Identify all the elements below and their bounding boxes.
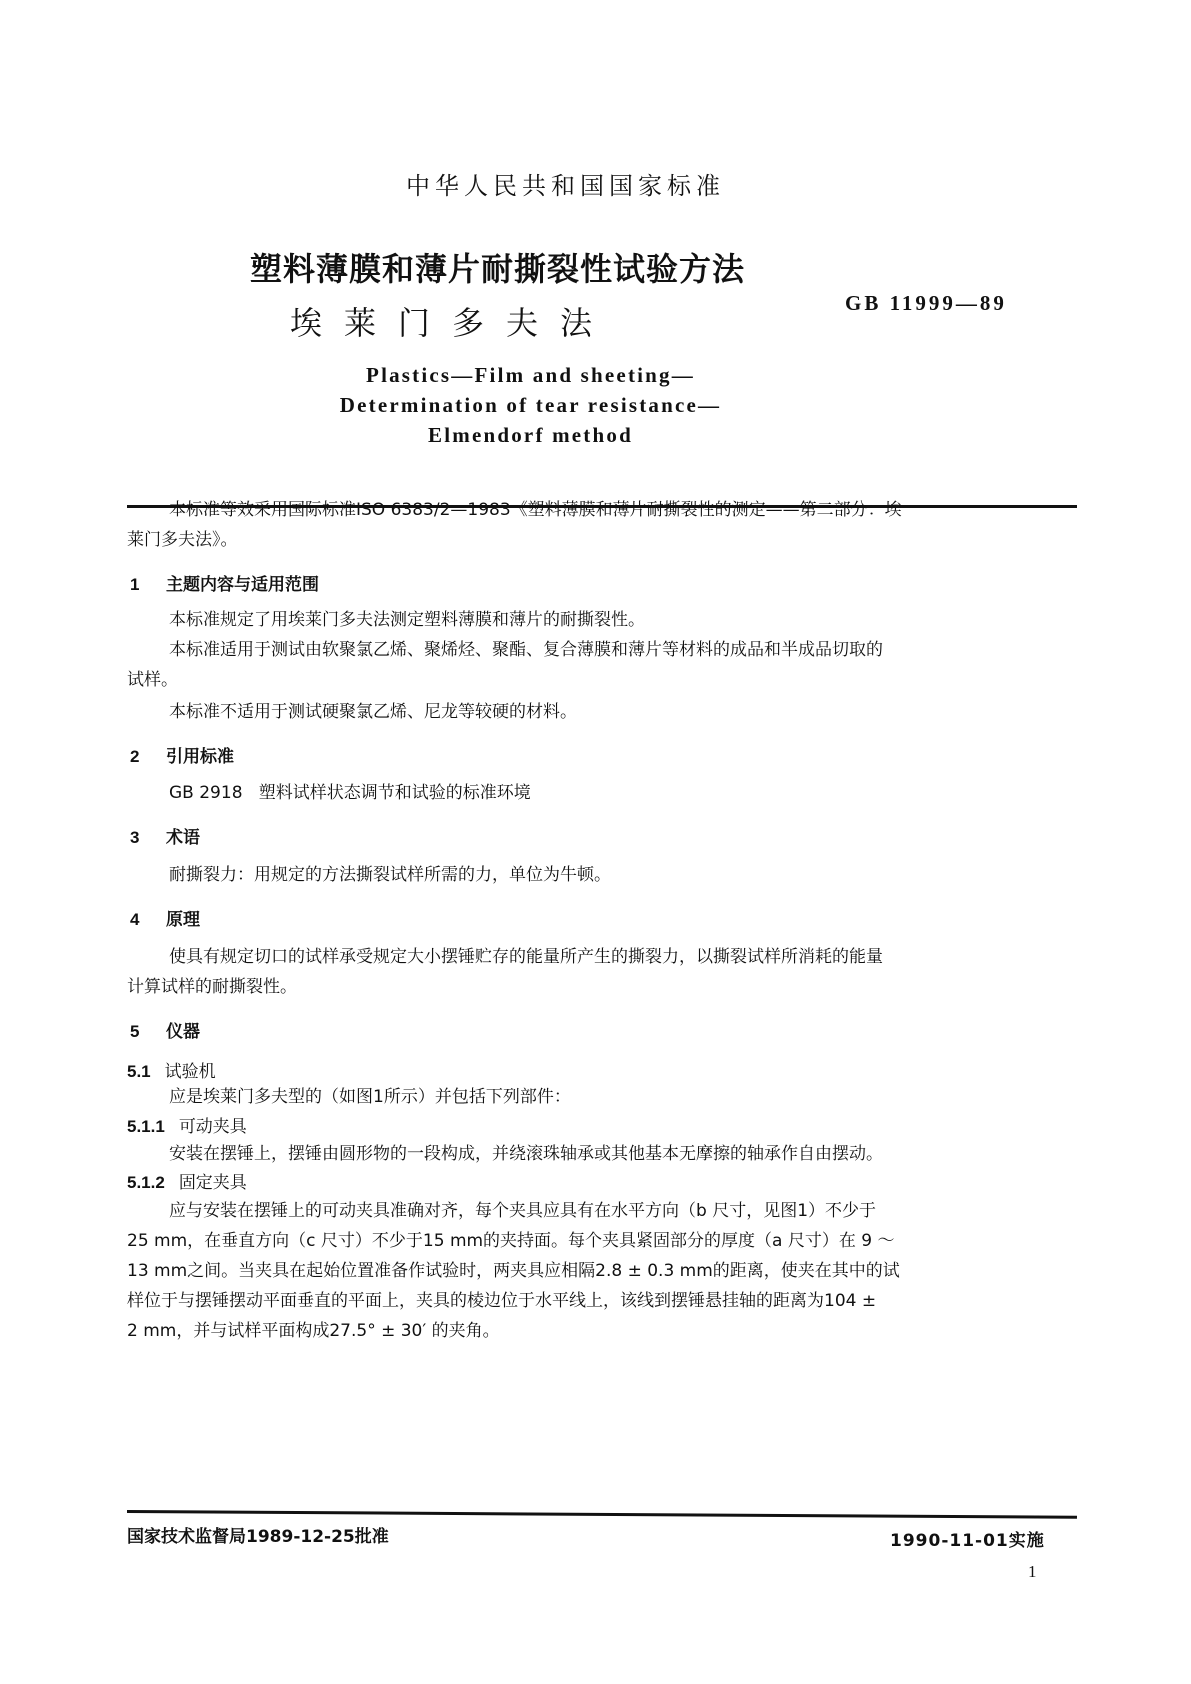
section-5-1-2-heading (127, 1168, 247, 1193)
section-5-1-2-line-4: 样位于与摆锤摆动平面垂直的平面上，夹具的棱边位于水平线上，该线到摆锤悬挂轴的距离为104 ± (127, 1291, 877, 1311)
title-en-line: Determination of tear resistance— (339, 393, 722, 417)
section-number: 2 (130, 747, 140, 766)
document-title-cn: 塑料薄膜和薄片耐撕裂性试验方法 (250, 250, 746, 288)
section-5-1-2-line-5: 2 mm，并与试样平面构成27.5° ± 30′ 的夹角。 (127, 1321, 500, 1341)
section-title: 引用标准 (166, 747, 234, 767)
document-subtitle-cn: 埃莱门多夫法 (290, 304, 615, 342)
implementation-date: 1990-11-01实施 (890, 1531, 1045, 1551)
section-2-reference: GB 2918 塑料试样状态调节和试验的标准环境 (169, 783, 531, 803)
intro-line-1: 本标准等效采用国际标准ISO 6383/2—1983《塑料薄膜和薄片耐撕裂性的测定——第二部分：埃 (169, 500, 902, 520)
section-5-1-para: 应是埃莱门多夫型的（如图1所示）并包括下列部件： (169, 1087, 571, 1107)
section-number: 4 (130, 910, 140, 929)
section-1-para-2-line-2: 试样。 (127, 670, 178, 690)
subsection-number: 5.1 (127, 1062, 151, 1081)
section-4-para-line-2: 计算试样的耐撕裂性。 (127, 977, 297, 997)
section-title: 术语 (166, 828, 200, 848)
section-5-1-1-heading (127, 1112, 247, 1137)
section-1-para-1: 本标准规定了用埃莱门多夫法测定塑料薄膜和薄片的耐撕裂性。 (169, 610, 645, 630)
subsection-number: 5.1.1 (127, 1117, 165, 1136)
section-number: 5 (130, 1022, 140, 1041)
section-1-para-3: 本标准不适用于测试硬聚氯乙烯、尼龙等较硬的材料。 (169, 702, 577, 722)
section-5-1-2-line-1: 应与安装在摆锤上的可动夹具准确对齐，每个夹具应具有在水平方向（b 尺寸，见图1）不少于 (169, 1201, 877, 1221)
national-standard-label: 中华人民共和国国家标准 (406, 172, 725, 200)
section-4-para-line-1: 使具有规定切口的试样承受规定大小摆锤贮存的能量所产生的撕裂力，以撕裂试样所消耗的能量 (169, 947, 883, 967)
intro-line-2: 莱门多夫法》。 (127, 530, 238, 550)
section-5-1-2-line-2: 25 mm，在垂直方向（c 尺寸）不少于15 mm的夹持面。每个夹具紧固部分的厚度（a 尺寸）在 9 ～ (127, 1231, 895, 1251)
section-1-para-2-line-1: 本标准适用于测试由软聚氯乙烯、聚烯烃、聚酯、复合薄膜和薄片等材料的成品和半成品切取的 (169, 640, 883, 660)
subsection-title: 可动夹具 (178, 1117, 247, 1137)
section-2-heading (130, 742, 234, 767)
section-title: 仪器 (166, 1022, 200, 1042)
section-5-heading (130, 1017, 200, 1042)
approval-date: 国家技术监督局1989-12-25批准 (127, 1527, 389, 1547)
section-3-heading (130, 823, 200, 848)
section-title: 原理 (166, 910, 200, 930)
section-5-1-1-para: 安装在摆锤上，摆锤由圆形物的一段构成，并绕滚珠轴承或其他基本无摩擦的轴承作自由摆动。 (169, 1144, 883, 1164)
title-en-line: Elmendorf method (428, 423, 633, 447)
section-5-1-heading (127, 1057, 216, 1082)
subsection-number: 5.1.2 (127, 1173, 165, 1192)
section-3-para-1: 耐撕裂力：用规定的方法撕裂试样所需的力，单位为牛顿。 (169, 865, 611, 885)
section-5-1-2-line-3: 13 mm之间。当夹具在起始位置准备作试验时，两夹具应相隔2.8 ± 0.3 mm的距离，使夹在其中的试 (127, 1261, 900, 1281)
standard-number: GB 11999—89 (845, 291, 1007, 315)
subsection-title: 固定夹具 (178, 1173, 247, 1193)
page-number: 1 (1028, 1562, 1037, 1581)
section-number: 1 (130, 575, 140, 594)
document-title-en (0, 360, 1191, 450)
national-standard-header (0, 166, 1191, 201)
title-en-line: Plastics—Film and sheeting— (366, 363, 695, 387)
subsection-title: 试验机 (164, 1062, 216, 1082)
bottom-divider (127, 1510, 1077, 1519)
section-title: 主题内容与适用范围 (166, 575, 319, 595)
section-4-heading (130, 905, 200, 930)
section-1-heading (130, 570, 319, 595)
section-number: 3 (130, 828, 140, 847)
